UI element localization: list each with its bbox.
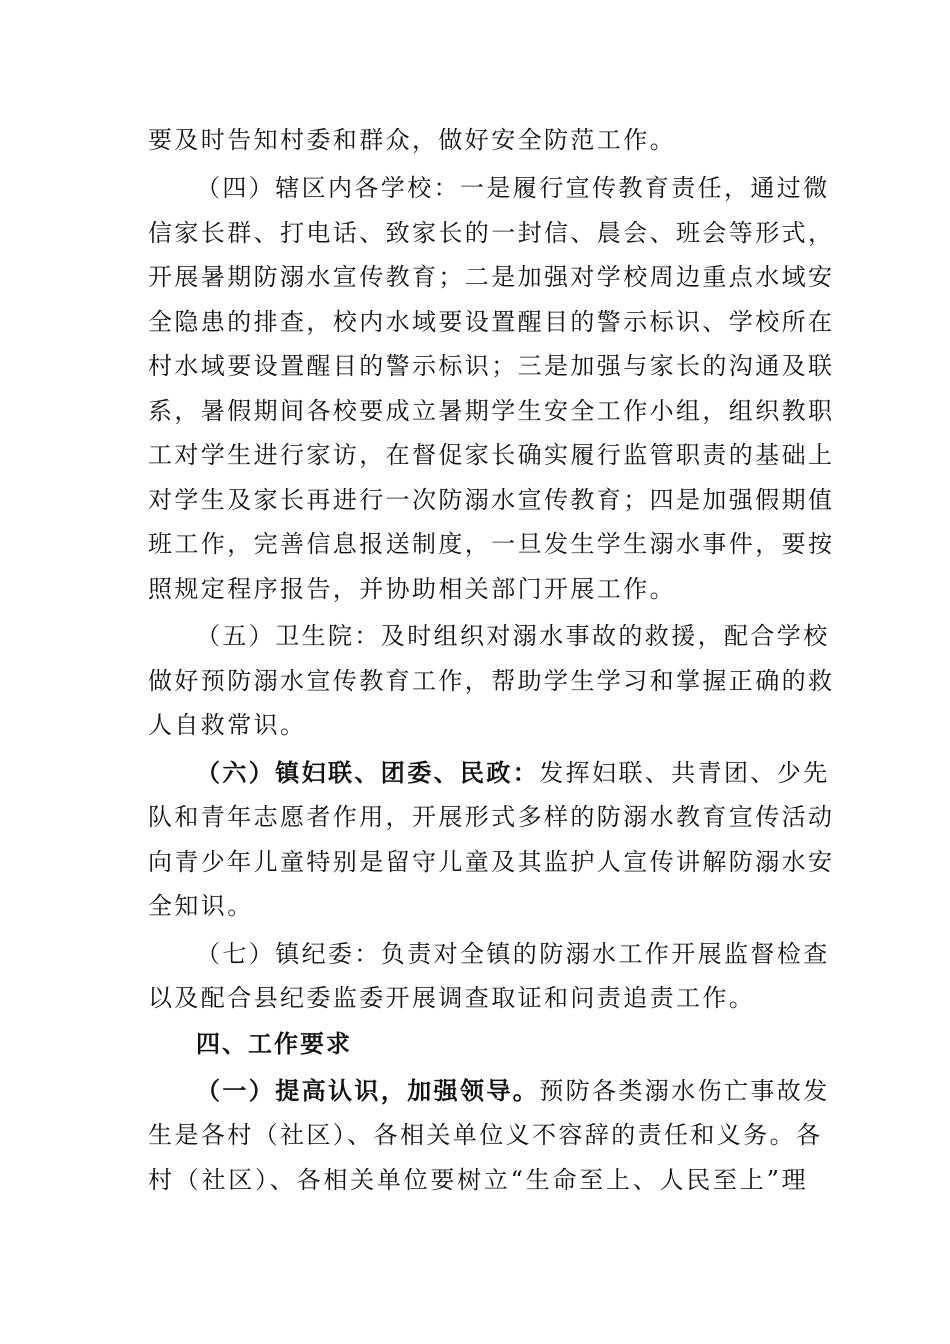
text-line: （四）辖区内各学校：一是履行宣传教育责任，通过微 <box>196 174 830 202</box>
text-line: 照规定程序报告，并协助相关部门开展工作。 <box>148 575 676 603</box>
text-line: 全隐患的排查，校内水域要设置醒目的警示标识、学校所在 <box>148 308 835 336</box>
text-line: 信家长群、打电话、致家长的一封信、晨会、班会等形式， <box>148 219 835 247</box>
text-line <box>196 758 830 788</box>
text-line: 生是各村（社区）、各相关单位义不容辞的责任和义务。各 <box>148 1121 823 1149</box>
text-line: 队和青年志愿者作用，开展形式多样的防溺水教育宣传活动 <box>148 803 835 831</box>
bold-lead: （六）镇妇联、团委、民政： <box>196 758 540 787</box>
text-line: 以及配合县纪委监委开展调查取证和问责追责工作。 <box>148 984 756 1012</box>
text-line: 人自救常识。 <box>148 711 307 739</box>
text-line: 村水域要设置醒目的警示标识；三是加强与家长的沟通及联 <box>148 352 835 380</box>
text-line: 全知识。 <box>148 892 254 920</box>
text-line: 做好预防溺水宣传教育工作，帮助学生学习和掌握正确的救 <box>148 667 835 695</box>
text-line: （七）镇纪委：负责对全镇的防溺水工作开展监督检查 <box>196 940 830 968</box>
text-line: 开展暑期防溺水宣传教育；二是加强对学校周边重点水域安 <box>148 263 835 291</box>
text-line: 向青少年儿童特别是留守儿童及其监护人宣传讲解防溺水安 <box>148 848 835 876</box>
text-run: 预防各类溺水伤亡事故发 <box>539 1077 830 1105</box>
text-line <box>196 1076 830 1106</box>
text-line: 村（社区）、各相关单位要树立“生命至上、人民至上”理 <box>148 1166 808 1194</box>
text-run: 发挥妇联、共青团、少先 <box>539 759 830 787</box>
text-line: 要及时告知村委和群众，做好安全防范工作。 <box>148 126 676 154</box>
text-line: 对学生及家长再进行一次防溺水宣传教育；四是加强假期值 <box>148 486 835 514</box>
text-line: 班工作，完善信息报送制度，一旦发生学生溺水事件，要按 <box>148 530 835 558</box>
text-line: 工对学生进行家访，在督促家长确实履行监管职责的基础上 <box>148 441 835 469</box>
bold-lead: （一）提高认识，加强领导。 <box>196 1076 540 1105</box>
text-line: 系，暑假期间各校要成立暑期学生安全工作小组，组织教职 <box>148 397 835 425</box>
text-line: （五）卫生院：及时组织对溺水事故的救援，配合学校 <box>196 622 830 650</box>
section-heading: 四、工作要求 <box>196 1030 352 1058</box>
